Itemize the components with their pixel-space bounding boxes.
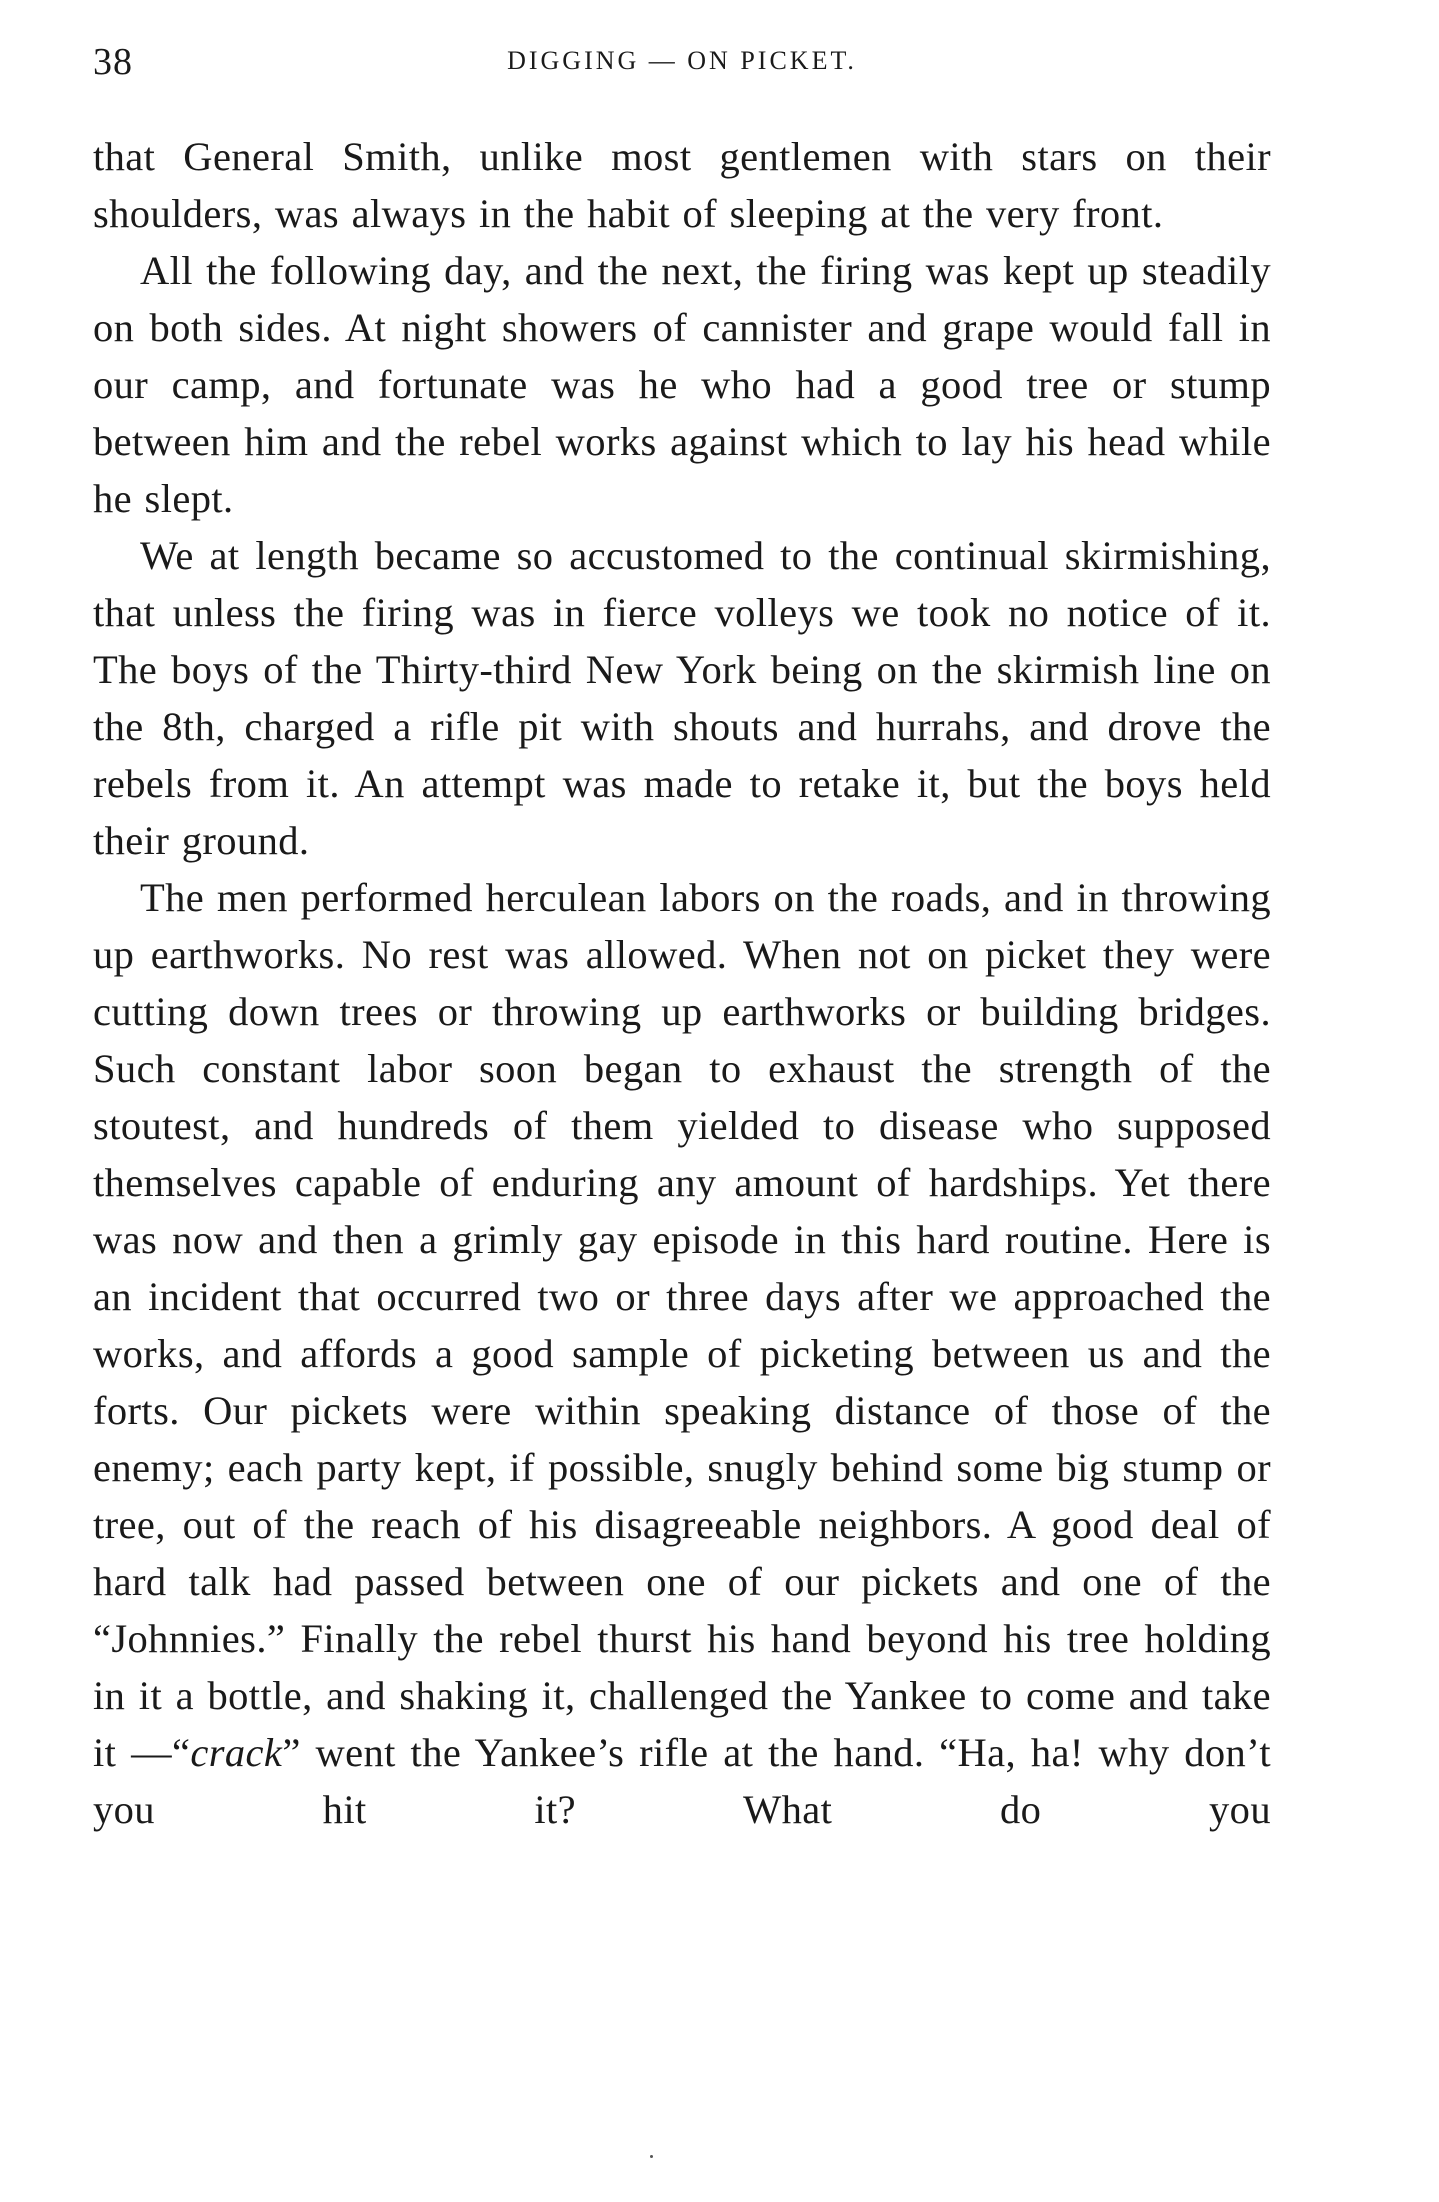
paragraph-4-tail: ” went the Yankee’s rifle at the hand. “Ha, ha! why don’t you hit it? What do you xyxy=(93,1730,1272,1832)
paragraph-4 xyxy=(93,869,1271,1838)
running-head xyxy=(93,40,1271,92)
paragraph-1: that General Smith, unlike most gentlemen with stars on their shoulders, was always in the habit of sleeping at the very front. xyxy=(93,134,1271,236)
book-page xyxy=(93,40,1271,1838)
running-title: DIGGING — ON PICKET. xyxy=(507,46,857,75)
emphasis-crack: crack xyxy=(190,1730,283,1775)
print-speck xyxy=(650,2155,653,2158)
page-number: 38 xyxy=(93,41,133,83)
paragraph-4-text: The men performed herculean labors on the roads, and in throwing up earthworks. No rest was allowed. When not on picket they were cutting down trees or throwing up earthworks or building bridges. Such constant labor soon began to exhaust the strength of the stoutest, and hundreds of them yielded to disease who supposed themselves capable of enduring any amount of hardships. Yet there was now and then a grimly gay episode in this hard routine. Here is an incident that occurred two or three days after we approached the works, and affords a good sample of picketing between us and the forts. Our pickets were within speaking distance of those of the enemy; each party kept, if possible, snugly behind some big stump or tree, out of the reach of his disagreeable neighbors. A good deal of hard talk had passed between one of our pickets and one of the “Johnnies.” Finally the rebel thurst his hand beyond his tree holding in it a bottle, and shaking it, challenged the Yankee to come and take it —“ xyxy=(93,875,1271,1775)
paragraph-3: We at length became so accustomed to the continual skirmishing, that unless the firing was in fierce volleys we took no notice of it. The boys of the Thirty-third New York being on the skirmish line on the 8th, charged a rifle pit with shouts and hurrahs, and drove the rebels from it. An attempt was made to retake it, but the boys held their ground. xyxy=(93,533,1271,863)
body-text xyxy=(93,128,1271,1838)
paragraph-2: All the following day, and the next, the firing was kept up steadily on both sides. At night showers of cannister and grape would fall in our camp, and fortunate was he who had a good tree or stump between him and the rebel works against which to lay his head while he slept. xyxy=(93,248,1271,521)
